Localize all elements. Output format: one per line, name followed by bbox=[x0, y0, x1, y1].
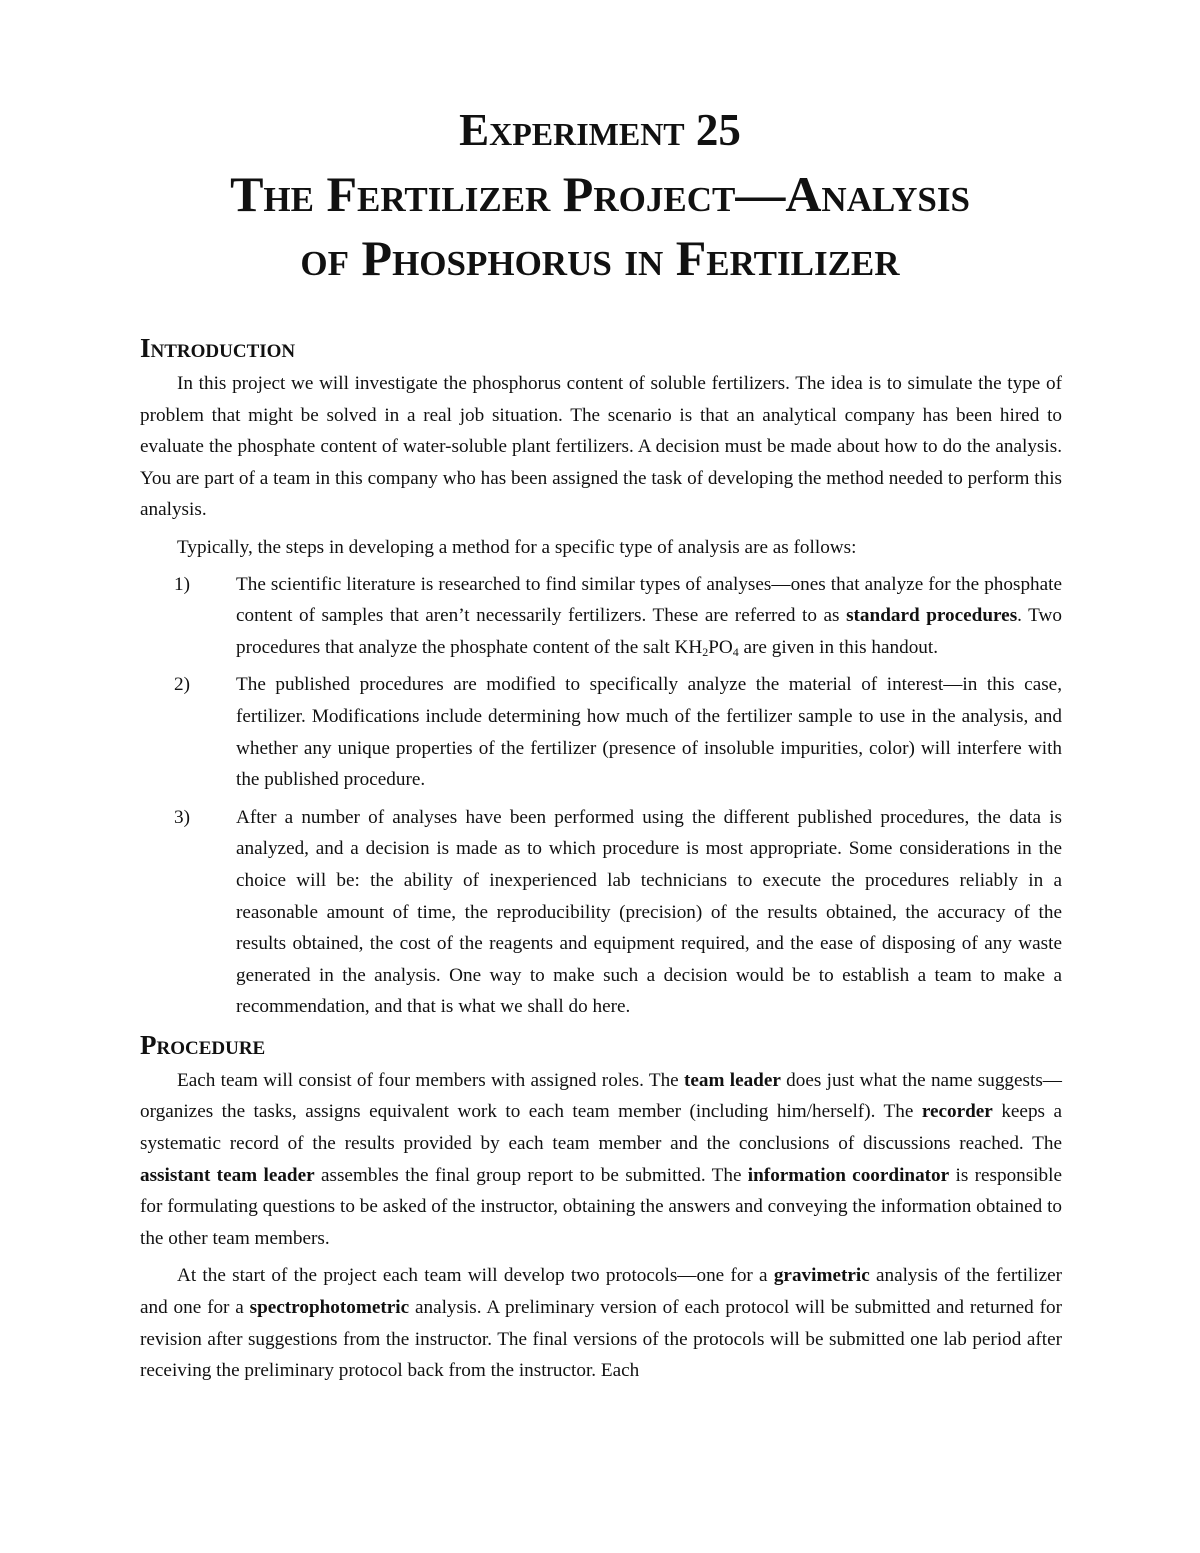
bold-term: standard procedures bbox=[846, 605, 1018, 627]
introduction-paragraph-2: Typically, the steps in developing a method for a specific type of analysis are as follows: bbox=[177, 536, 857, 558]
bold-term: information coordinator bbox=[747, 1164, 950, 1186]
bold-term: team leader bbox=[683, 1069, 781, 1091]
procedure-paragraph-2: At the start of the project each team will develop two protocols—one for a gravimetric analysis of the fertilizer and one for a spectrophotometric analysis. A preliminary version of each protocol will be submitted and returned for revision after suggestions from the instructor. The final versions of the protocols will be submitted one lab period after receiving the preliminary protocol back from the instructor. Each bbox=[140, 1265, 1062, 1382]
bold-term: assistant team leader bbox=[140, 1164, 315, 1186]
procedure-heading: Procedure bbox=[140, 1029, 266, 1060]
introduction-paragraph-1: In this project we will investigate the phosphorus content of soluble fertilizers. The idea is to simulate the type of problem that might be solved in a real job situation. The scenario is that an analytical company has been hired to evaluate the phosphate content of water-soluble plant fertilizers. A decision must be made about how to do the analysis. You are part of a team in this company who has been assigned the task of developing the method needed to perform this analysis. bbox=[140, 373, 1062, 521]
bold-term: recorder bbox=[921, 1101, 993, 1123]
step-text: The scientific literature is researched to find similar types of analyses—ones that analyze for the phosphate content of samples that aren’t necessarily fertilizers. These are referred to as standard procedures. Two procedures that analyze the phosphate content of the salt $KH_2PO_4$ are given in this handout. bbox=[236, 573, 1063, 659]
list-item bbox=[140, 669, 1062, 795]
method-steps-list bbox=[140, 569, 1062, 1023]
bold-term: spectrophotometric bbox=[249, 1297, 410, 1319]
step-text: After a number of analyses have been performed using the different published procedures, the data is analyzed, and a decision is made as to which procedure is most appropriate. Some considerations in the choice will be: the ability of inexperienced lab technicians to execute the procedures reliably in a reasonable amount of time, the reproducibility (precision) of the results obtained, the accuracy of the results obtained, the cost of the reagents and equipment required, and the ease of disposing of any waste generated in the analysis. One way to make such a decision would be to establish a team to make a recommendation, and that is what we shall do here. bbox=[236, 806, 1062, 1018]
introduction-heading: Introduction bbox=[140, 333, 296, 363]
title-main-line: The Fertilizer Project—Analysis bbox=[230, 166, 970, 222]
document-body bbox=[140, 328, 1062, 1387]
bold-term: gravimetric bbox=[773, 1265, 870, 1287]
step-number: 1) bbox=[174, 573, 190, 595]
title-sub-line: of Phosphorus in Fertilizer bbox=[300, 230, 900, 286]
procedure-paragraph-1: Each team will consist of four members with assigned roles. The team leader does just what the name suggests—organizes the tasks, assigns equivalent work to each team member (including him/herself). The recorder keeps a systematic record of the results provided by each team member and the conclusions of discussions reached. The assistant team leader assembles the final group report to be submitted. The information coordinator is responsible for formulating questions to be asked of the instructor, obtaining the answers and conveying the information obtained to the other team members. bbox=[140, 1069, 1062, 1249]
step-text: The published procedures are modified to specifically analyze the material of interest—in this case, fertilizer. Modifications include determining how much of the fertilizer sample to use in the analysis, and whether any unique properties of the fertilizer (presence of insoluble impurities, color) will interfere with the published procedure. bbox=[236, 674, 1062, 791]
list-item bbox=[140, 569, 1062, 664]
step-number: 3) bbox=[174, 806, 190, 828]
document-title bbox=[0, 104, 1200, 290]
list-item bbox=[140, 802, 1062, 1023]
title-experiment-number: Experiment 25 bbox=[459, 105, 741, 155]
step-number: 2) bbox=[174, 674, 190, 696]
